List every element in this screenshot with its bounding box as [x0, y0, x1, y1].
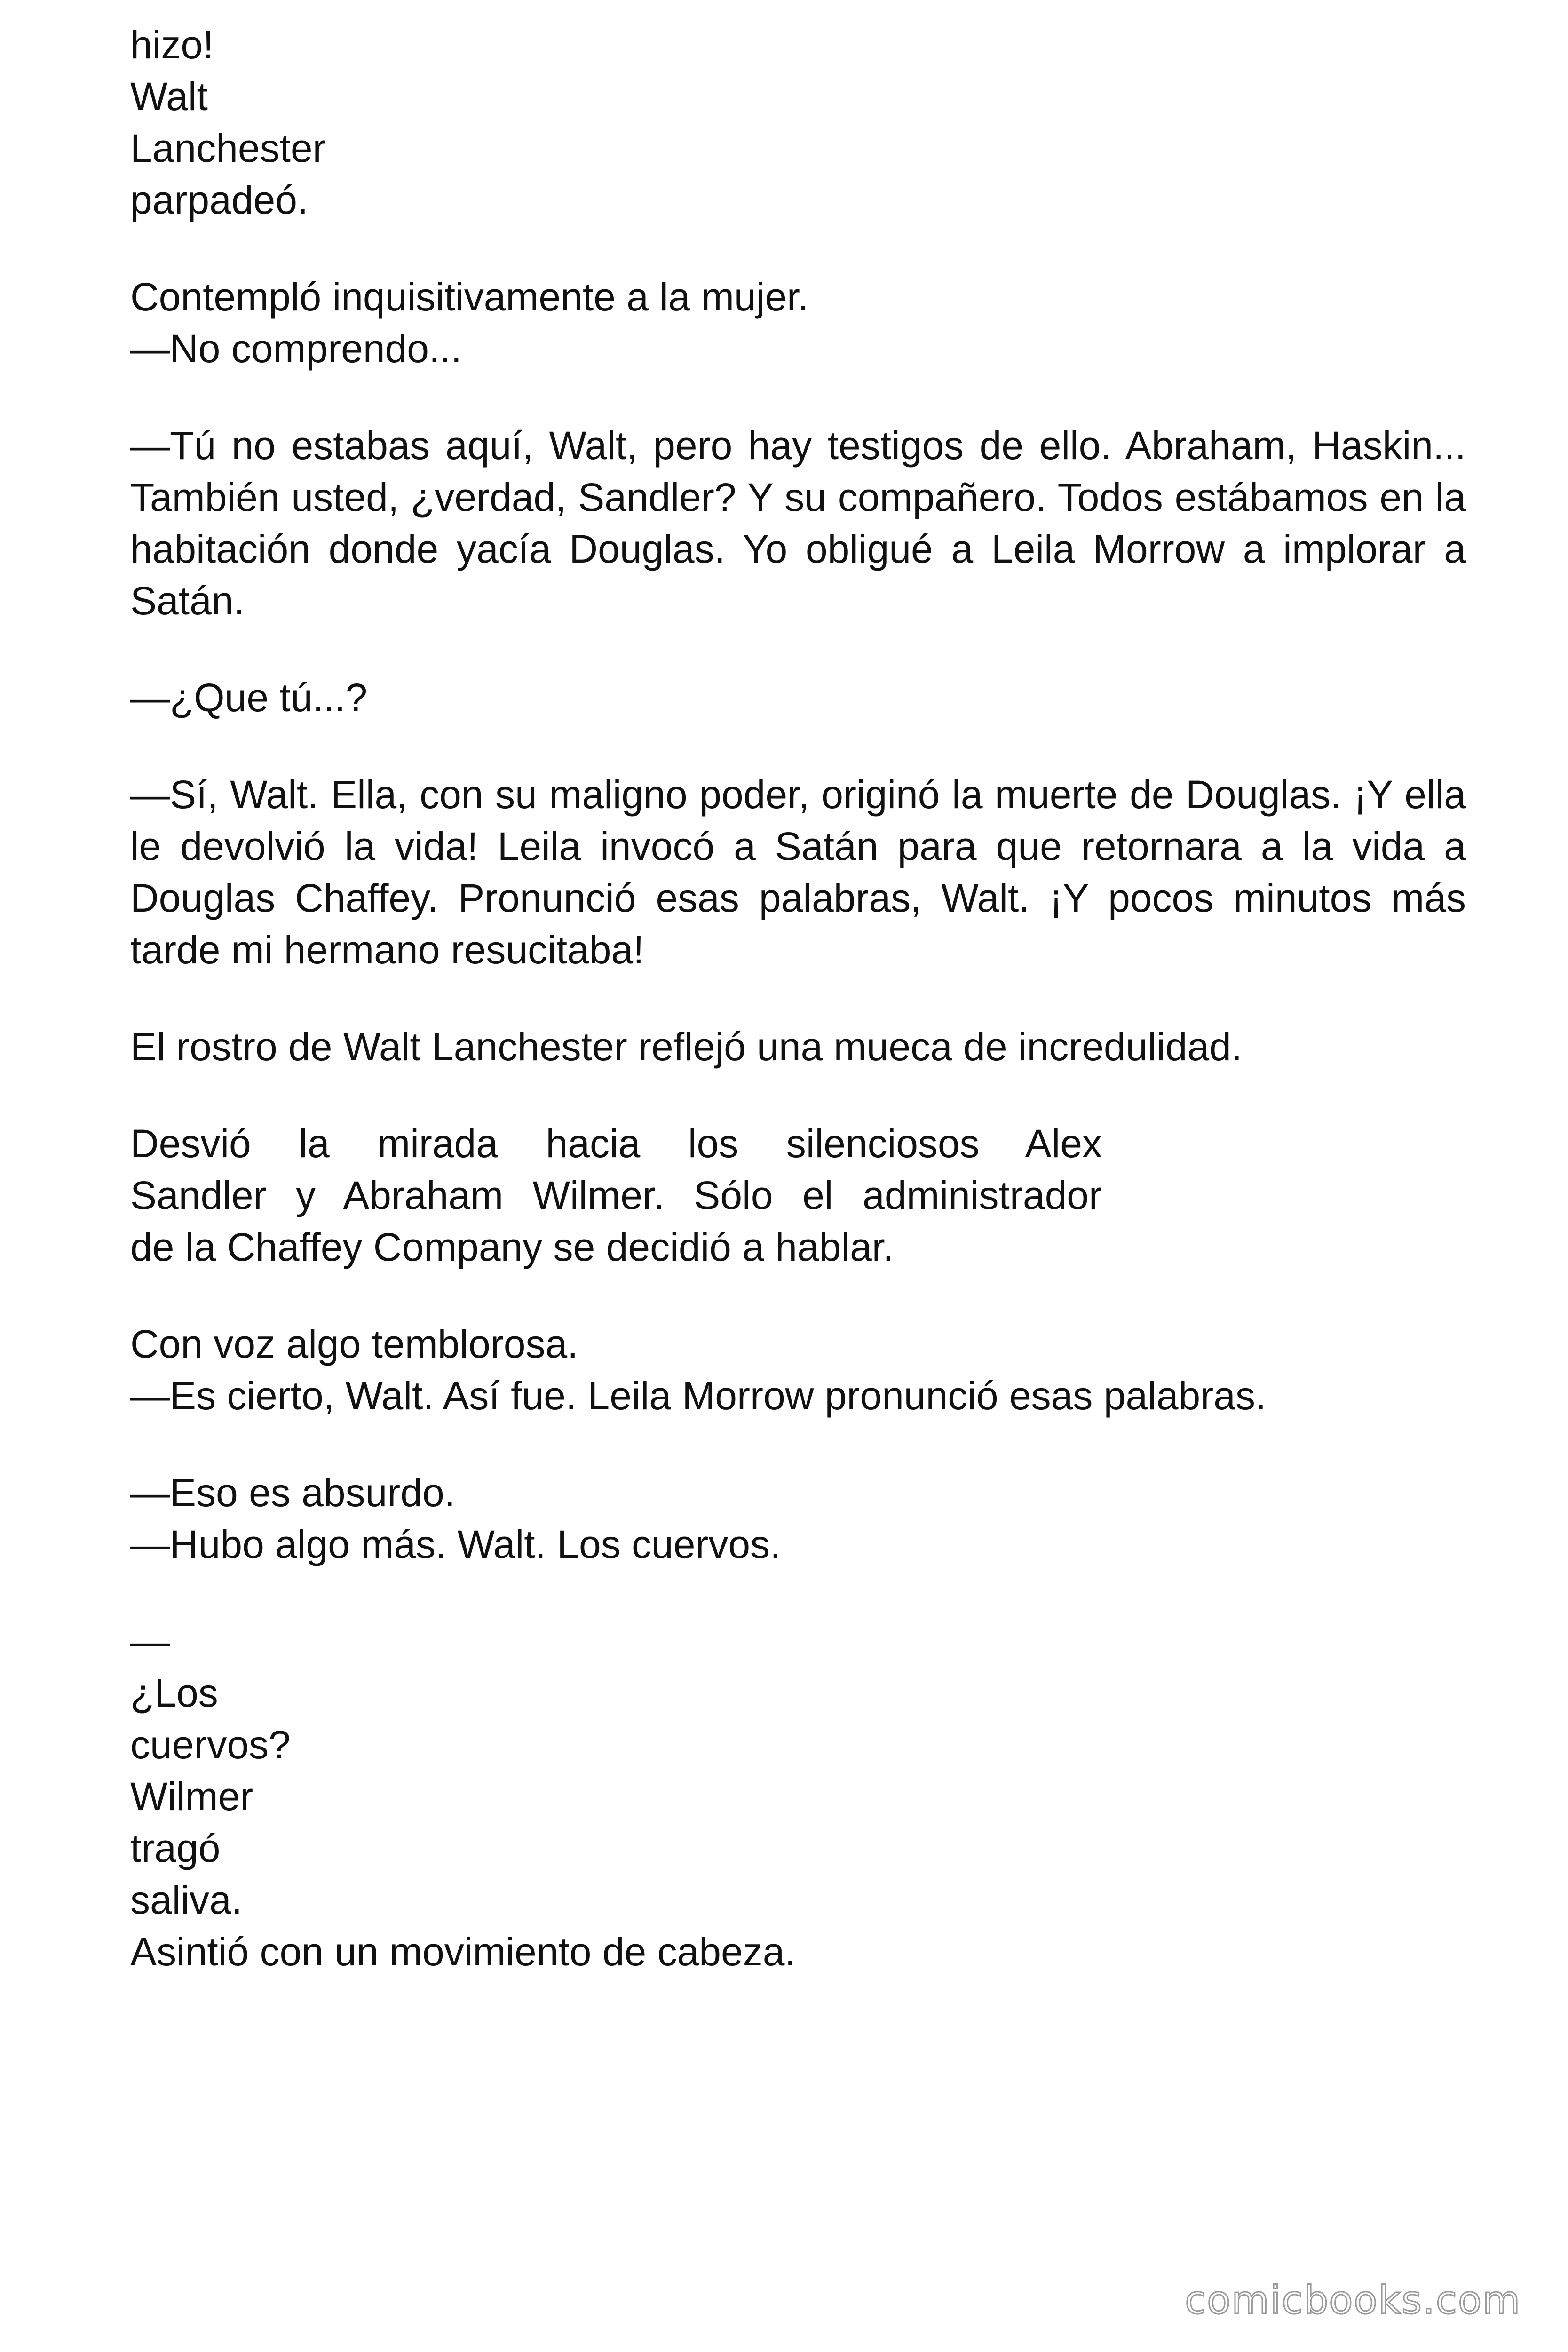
text-line: Sandler y Abraham Wilmer. Sólo el administrador [130, 1173, 1102, 1217]
paragraph-7 [130, 1118, 1466, 1273]
text-line: —Hubo algo más. Walt. Los cuervos. [130, 1522, 781, 1566]
paragraph-4 [130, 672, 1466, 723]
text-line: saliva. [130, 1878, 243, 1922]
text-line: —Es cierto, Walt. Así fue. Leila Morrow pronunció esas palabras. [130, 1374, 1267, 1418]
text-line: Walt [130, 74, 208, 119]
paragraph-10 [130, 1615, 1466, 1978]
text-line: hizo! [130, 23, 214, 67]
paragraph-1 [130, 19, 1466, 226]
text-line: —No comprendo... [130, 326, 462, 371]
paragraph-6 [130, 1021, 1466, 1073]
paragraph-3: —Tú no estabas aquí, Walt, pero hay testigos de ello. Abraham, Haskin... También usted, ¿verdad, Sandler? Y su compañero. Todos estábamos en la habitación donde yacía Douglas. Yo obligué a Leila Morrow a implorar a Satán. [130, 423, 1466, 623]
text-line: Con voz algo temblorosa. [130, 1322, 578, 1366]
text-line: —Eso es absurdo. [130, 1470, 456, 1515]
text-line: tragó [130, 1826, 221, 1870]
paragraph-5: —Sí, Walt. Ella, con su maligno poder, originó la muerte de Douglas. ¡Y ella le devolvió la vida! Leila invocó a Satán para que retornara a la vida a Douglas Chaffey. Pronunció esas palabras, Walt. ¡Y pocos minutos más tarde mi hermano resucitaba! [130, 772, 1466, 972]
text-line: ¿Los [130, 1671, 218, 1715]
page-body [130, 19, 1466, 2023]
text-line: cuervos? [130, 1723, 291, 1767]
text-line: Lanchester [130, 126, 326, 170]
text-line: —¿Que tú...? [130, 675, 368, 720]
text-line: de la Chaffey Company se decidió a hablar. [130, 1225, 894, 1269]
text-line: El rostro de Walt Lanchester reflejó una mueca de incredulidad. [130, 1025, 1243, 1069]
text-line: Contempló inquisitivamente a la mujer. [130, 275, 809, 319]
text-line: Desvió la mirada hacia los silenciosos Alex [130, 1121, 1102, 1166]
text-line: parpadeó. [130, 178, 309, 222]
paragraph-2 [130, 271, 1466, 374]
narrow-justified-block [130, 1118, 1102, 1273]
text-line: Wilmer [130, 1774, 253, 1819]
paragraph-9 [130, 1467, 1466, 1570]
text-line: — [130, 1619, 170, 1663]
paragraph-8 [130, 1318, 1466, 1422]
text-line: Asintió con un movimiento de cabeza. [130, 1930, 796, 1974]
watermark-logo: comicbooks.com [1185, 2278, 1521, 2323]
